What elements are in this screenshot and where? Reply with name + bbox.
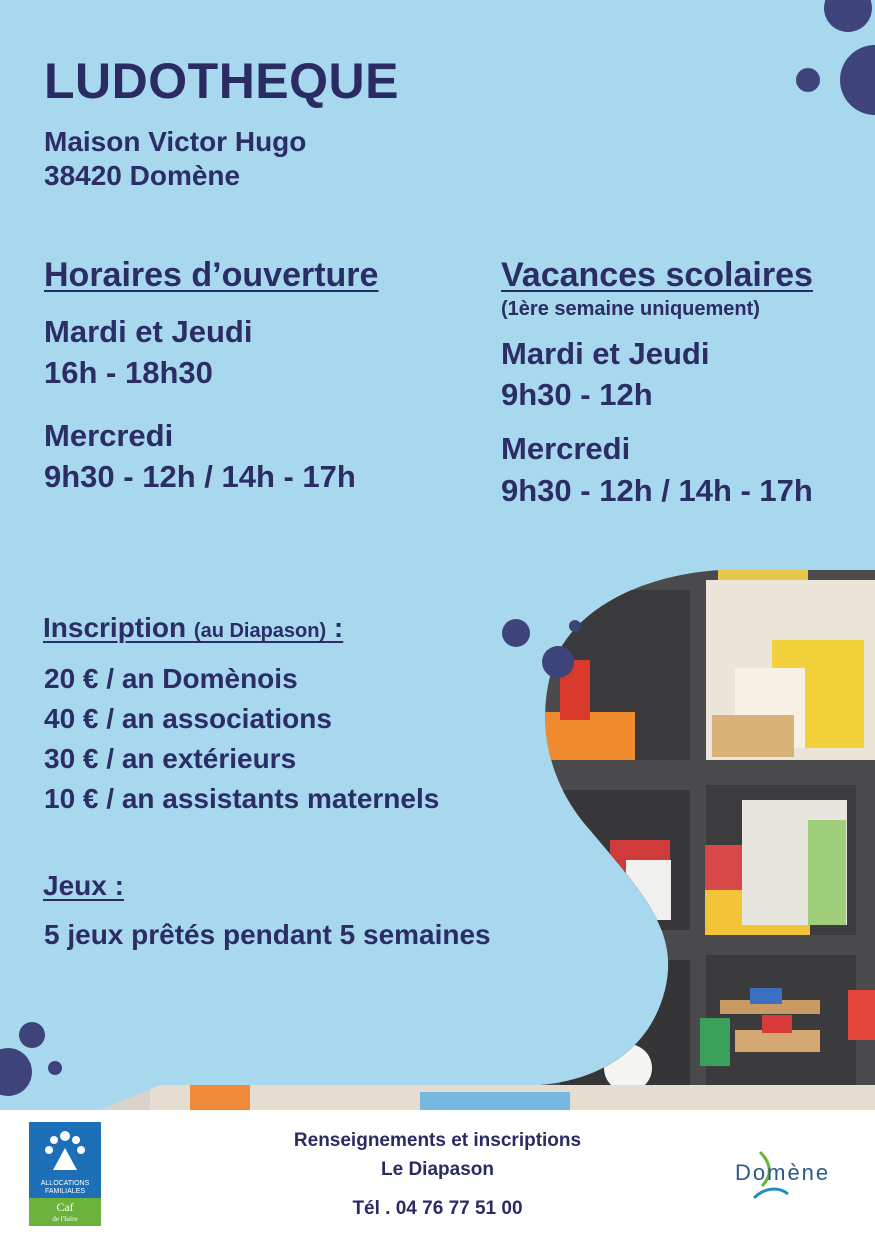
price-item: 10 € / an assistants maternels (44, 783, 440, 814)
hours-time-2: 9h30 - 12h / 14h - 17h (44, 459, 356, 494)
caf-logo-text-3: de l'Isère (52, 1215, 78, 1223)
holidays-note: (1ère semaine uniquement) (501, 298, 760, 320)
dot (0, 1048, 32, 1096)
footer-info-line: Renseignements et inscriptions (293, 1130, 582, 1151)
address-line-1: Maison Victor Hugo (44, 126, 307, 157)
price-item: 30 € / an extérieurs (44, 743, 297, 774)
footer-venue: Le Diapason (381, 1159, 494, 1180)
price-item: 40 € / an associations (44, 703, 332, 734)
dot (569, 620, 581, 632)
holidays-time-1: 9h30 - 12h (501, 377, 653, 412)
caf-logo-text-2: Caf (56, 1200, 74, 1214)
hours-heading: Horaires d’ouverture (44, 256, 379, 294)
dot (48, 1061, 62, 1075)
registration-heading-note: (au Diapason) (193, 620, 327, 642)
hours-day-1: Mardi et Jeudi (44, 314, 253, 349)
holidays-day-1: Mardi et Jeudi (501, 336, 710, 371)
dot (502, 619, 530, 647)
registration-heading-colon: : (326, 612, 344, 643)
address-line-2: 38420 Domène (44, 160, 241, 191)
holidays-day-2: Mercredi (501, 431, 631, 466)
dot (542, 646, 574, 678)
holidays-heading: Vacances scolaires (501, 256, 813, 294)
games-heading: Jeux : (43, 870, 124, 901)
price-item: 20 € / an Domènois (44, 663, 298, 694)
dot (796, 68, 820, 92)
caf-logo-text-1: ALLOCATIONS FAMILIALES (40, 1180, 90, 1195)
domene-logo-text: Domène (735, 1160, 831, 1185)
hours-day-2: Mercredi (44, 418, 174, 453)
domene-logo (732, 1146, 847, 1208)
games-text: 5 jeux prêtés pendant 5 semaines (44, 919, 491, 950)
holidays-time-2: 9h30 - 12h / 14h - 17h (501, 473, 813, 508)
hours-time-1: 16h - 18h30 (44, 355, 213, 390)
footer-phone: Tél . 04 76 77 51 00 (352, 1198, 523, 1219)
dot (840, 45, 875, 115)
dot (19, 1022, 45, 1048)
registration-heading-label: Inscription (43, 612, 187, 643)
page-title: LUDOTHEQUE (44, 53, 399, 109)
footer (0, 1110, 875, 1241)
dot (824, 0, 872, 32)
registration-heading (43, 612, 343, 644)
